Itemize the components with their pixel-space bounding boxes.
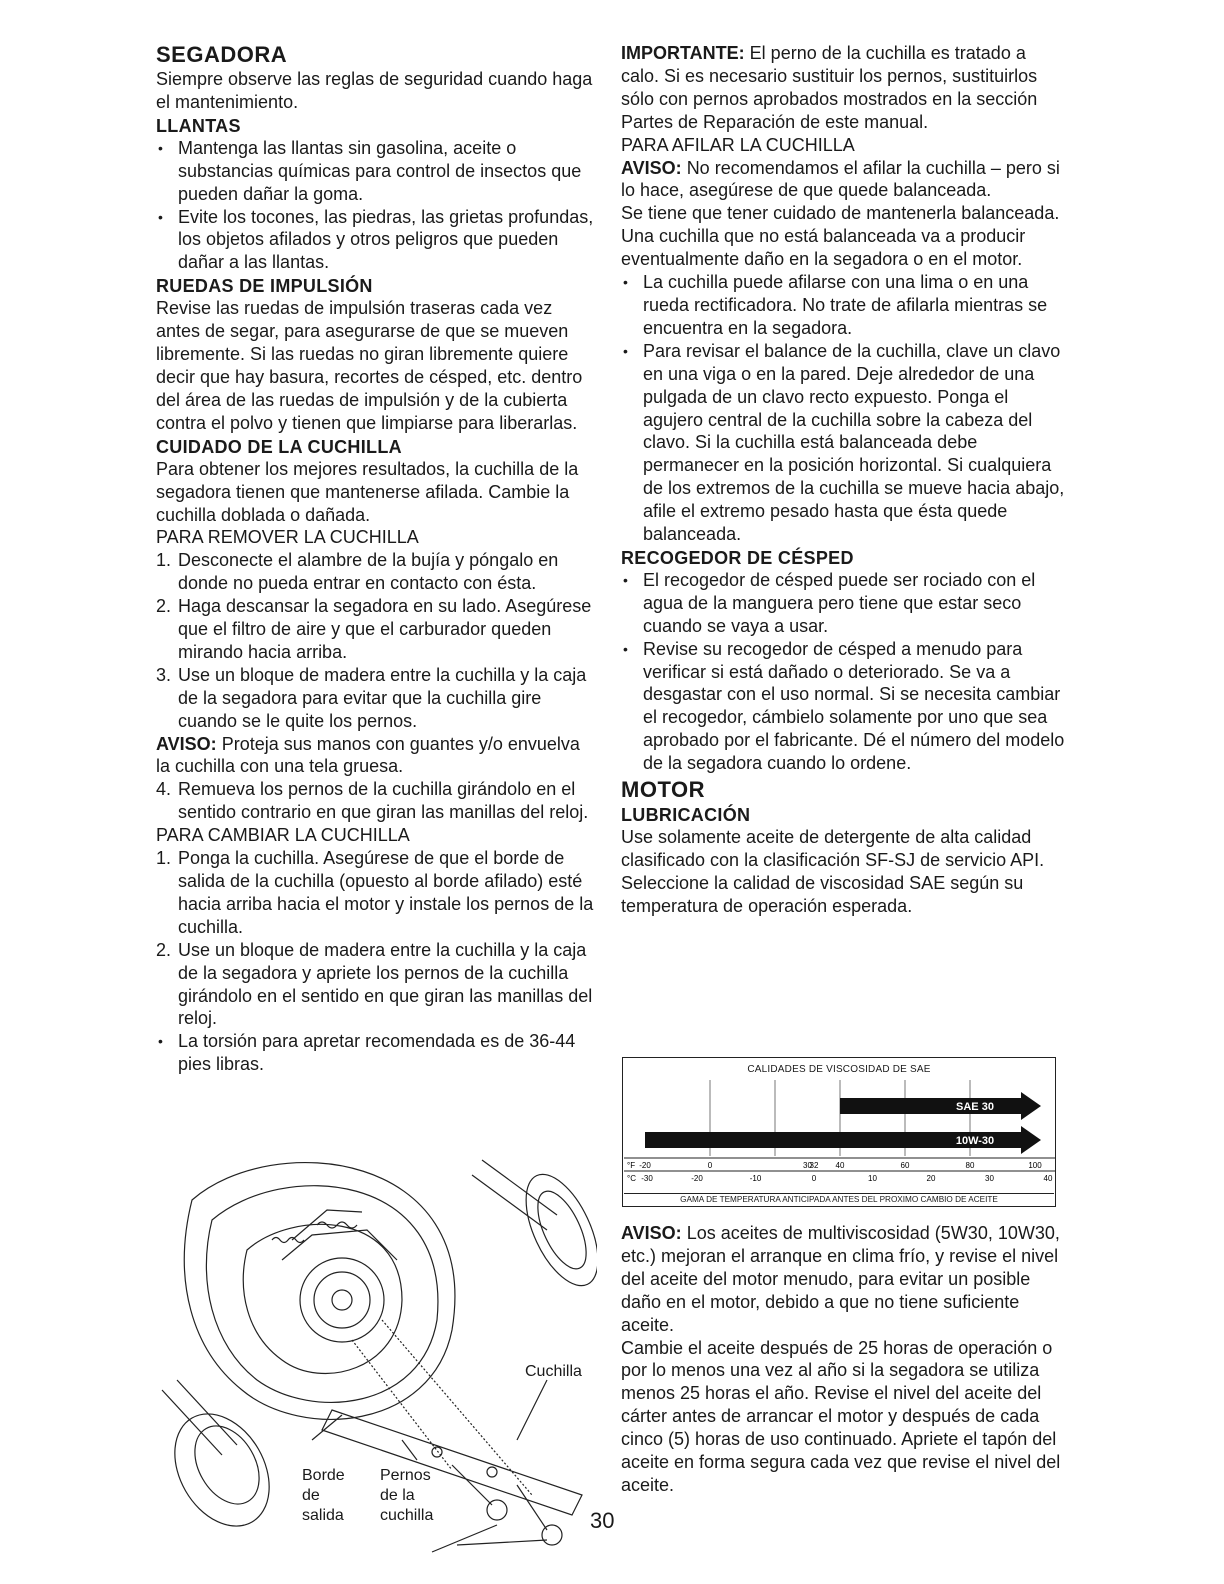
section-title-motor: MOTOR bbox=[621, 777, 705, 803]
celsius-tick: 0 bbox=[811, 1174, 817, 1183]
page-number: 30 bbox=[590, 1508, 615, 1533]
bar-label: SAE 30 bbox=[956, 1101, 994, 1113]
chart-footer: GAMA DE TEMPERATURA ANTICIPADA ANTES DEL PROXIMO CAMBIO DE ACEITE bbox=[624, 1193, 1054, 1206]
label-pernos-3: cuchilla bbox=[380, 1507, 434, 1524]
list-item: • Revise su recogedor de césped a menudo para verificar si está dañado o deteriorado. Se va a desgastar con el uso normal. Si se necesita cambiar el recogedor, cámbielo solamente por uno que sea aprobado por el fabricante. Dé el número del modelo de la segadora cuando lo ordene. bbox=[621, 638, 1066, 775]
celsius-tick: 20 bbox=[926, 1174, 936, 1183]
celsius-tick: 40 bbox=[1043, 1174, 1053, 1183]
cuidado-text: Para obtener los mejores resultados, la cuchilla de la segadora tienen que mantenerse afilada. Cambie la cuchilla doblada o dañada. bbox=[156, 458, 579, 525]
fahrenheit-tick: 0 bbox=[707, 1161, 713, 1170]
heading-remover: PARA REMOVER LA CUCHILLA bbox=[156, 527, 419, 548]
aviso-guantes: AVISO: Proteja sus manos con guantes y/o envuelva la cuchilla con una tela gruesa. bbox=[156, 733, 580, 777]
fahrenheit-tick: 32 bbox=[809, 1161, 819, 1170]
importante-text: IMPORTANTE: El perno de la cuchilla es tratado a calo. Si es necesario sustituir los pernos, sustituirlos sólo con pernos aprobados mostrados en la sección Partes de Reparación de este manual. bbox=[621, 43, 1038, 132]
fahrenheit-tick: 100 bbox=[1028, 1161, 1042, 1170]
celsius-tick: -20 bbox=[691, 1174, 703, 1183]
list-item: • Mantenga las llantas sin gasolina, aceite o substancias químicas para control de insectos que pueden dañar la goma. bbox=[156, 137, 596, 206]
heading-cuidado: CUIDADO DE LA CUCHILLA bbox=[156, 436, 402, 457]
label-pernos-1: Pernos bbox=[380, 1467, 431, 1484]
list-item: • La cuchilla puede afilarse con una lima o en una rueda rectificadora. No trate de afilarla mientras se encuentra en la segadora. bbox=[621, 271, 1066, 340]
heading-cambiar: PARA CAMBIAR LA CUCHILLA bbox=[156, 825, 410, 846]
fahrenheit-tick: 80 bbox=[965, 1161, 975, 1170]
fahrenheit-label: °F bbox=[627, 1161, 636, 1170]
list-item: • Evite los tocones, las piedras, las grietas profundas, los objetos afilados y otros peligros que pueden dañar a las llantas. bbox=[156, 206, 596, 275]
label-pernos-2: de la bbox=[380, 1487, 415, 1504]
list-item: 1. Ponga la cuchilla. Asegúrese de que el borde de salida de la cuchilla (opuesto al borde afilado) esté hacia arriba hacia el motor y instale los pernos de la cuchilla. bbox=[156, 848, 594, 937]
right-column bbox=[621, 42, 1066, 918]
celsius-tick: 10 bbox=[868, 1174, 877, 1183]
intro-text: Siempre observe las reglas de seguridad cuando haga el mantenimiento. bbox=[156, 69, 593, 112]
aviso-multiviscosidad: AVISO: Los aceites de multiviscosidad (5W30, 10W30, etc.) mejoran el arranque en clima frío, y revise el nivel del aceite del motor menudo, para evitar un posible daño en el motor, debido a que no tiene suficiente aceite. bbox=[621, 1223, 1060, 1335]
llantas-list bbox=[156, 137, 596, 274]
afilar-list bbox=[621, 271, 1066, 546]
fahrenheit-tick: 40 bbox=[835, 1161, 845, 1170]
fahrenheit-tick: -20 bbox=[639, 1161, 651, 1170]
list-item: 1. Desconecte el alambre de la bujía y póngalo en donde no pueda entrar en contacto con ésta. bbox=[156, 550, 559, 594]
list-item: 4. Remueva los pernos de la cuchilla girándolo en el sentido contrario en que giran las manillas del reloj. bbox=[156, 779, 589, 823]
heading-ruedas: RUEDAS DE IMPULSIÓN bbox=[156, 276, 373, 297]
torsion-list bbox=[156, 1030, 596, 1076]
aviso-afilar: AVISO: No recomendamos el afilar la cuchilla – pero si lo hace, asegúrese de que quede balanceada. bbox=[621, 157, 1060, 201]
fahrenheit-tick: 30 bbox=[803, 1161, 812, 1170]
label-cuchilla: Cuchilla bbox=[525, 1363, 582, 1380]
chart-title: CALIDADES DE VISCOSIDAD DE SAE bbox=[747, 1064, 931, 1075]
ruedas-text: Revise las ruedas de impulsión traseras cada vez antes de segar, para asegurarse de que se mueven libremente. Si las ruedas no giran libremente quiere decir que hay basura, recortes de césped, etc. dentro del área de las ruedas de impulsión y de la cubierta contra el polvo y tienen que limpiarse para liberarlas. bbox=[156, 298, 583, 433]
chart-canvas bbox=[623, 1058, 1057, 1208]
viscosity-bar bbox=[840, 1092, 1041, 1120]
celsius-label: °C bbox=[627, 1174, 636, 1183]
balance-text: Se tiene que tener cuidado de mantenerla balanceada. Una cuchilla que no está balanceada va a producir eventualmente daño en la segadora o en el motor. bbox=[621, 203, 1060, 270]
left-column bbox=[156, 42, 596, 1076]
label-borde-2: de bbox=[302, 1487, 320, 1504]
recogedor-list bbox=[621, 569, 1066, 775]
viscosity-chart bbox=[622, 1057, 1056, 1207]
celsius-tick: -10 bbox=[749, 1174, 762, 1183]
celsius-tick: 30 bbox=[985, 1174, 994, 1183]
heading-lubricacion: LUBRICACIÓN bbox=[621, 805, 751, 826]
list-item: 2. Use un bloque de madera entre la cuchilla y la caja de la segadora y apriete los pernos de la cuchilla girándolo en el sentido en que giran las manillas del reloj. bbox=[156, 939, 593, 1029]
list-item: • El recogedor de césped puede ser rociado con el agua de la manguera pero tiene que estar seco cuando se vaya a usar. bbox=[621, 569, 1066, 638]
remover-steps bbox=[156, 549, 596, 732]
bar-label: 10W-30 bbox=[955, 1135, 995, 1147]
right-column-lower bbox=[621, 1222, 1066, 1497]
list-item: • Para revisar el balance de la cuchilla, clave un clavo en una viga o en la pared. Deje alrededor de una pulgada de un clavo recto expuesto. Ponga el agujero central de la cuchilla sobre la cabeza del clavo. Si la cuchilla está balanceada debe permanecer en la posición horizontal. Si cualquiera de los extremos de la cuchilla se mueve hacia abajo, afile el extremo pesado hasta que ésta quede balanceada. bbox=[621, 340, 1066, 546]
lubricacion-text: Use solamente aceite de detergente de alta calidad clasificado con la clasificación SF-SJ de servicio API. Seleccione la calidad de viscosidad SAE según su temperatura de operación esperada. bbox=[621, 827, 1045, 916]
heading-llantas: LLANTAS bbox=[156, 115, 241, 136]
heading-afilar: PARA AFILAR LA CUCHILLA bbox=[621, 134, 855, 155]
list-item: 3. Use un bloque de madera entre la cuchilla y la caja de la segadora para evitar que la cuchilla gire cuando se le quite los pernos. bbox=[156, 664, 587, 731]
section-title-segadora: SEGADORA bbox=[156, 42, 288, 67]
list-item: 2. Haga descansar la segadora en su lado. Asegúrese que el filtro de aire y que el carburador queden mirando hacia arriba. bbox=[156, 596, 592, 662]
blade-illustration bbox=[152, 1140, 597, 1560]
label-borde-1: Borde bbox=[302, 1467, 345, 1484]
mower-underside-drawing bbox=[152, 1140, 597, 1560]
cambiar-steps bbox=[156, 847, 596, 1030]
label-borde-3: salida bbox=[302, 1507, 344, 1524]
heading-recogedor: RECOGEDOR DE CÉSPED bbox=[621, 547, 854, 568]
remover-step-4 bbox=[156, 778, 596, 824]
cambio-aceite-text: Cambie el aceite después de 25 horas de operación o por lo menos una vez al año si la segadora se utiliza menos 25 horas el año. Revise el nivel del aceite del cárter antes de arrancar el motor y después de cada cinco (5) horas de uso continuado. Apriete el tapón del aceite en forma segura cada vez que revise el nivel del aceite. bbox=[621, 1337, 1061, 1495]
fahrenheit-tick: 60 bbox=[900, 1161, 910, 1170]
celsius-tick: -30 bbox=[641, 1174, 653, 1183]
list-item: • La torsión para apretar recomendada es de 36-44 pies libras. bbox=[156, 1030, 596, 1076]
